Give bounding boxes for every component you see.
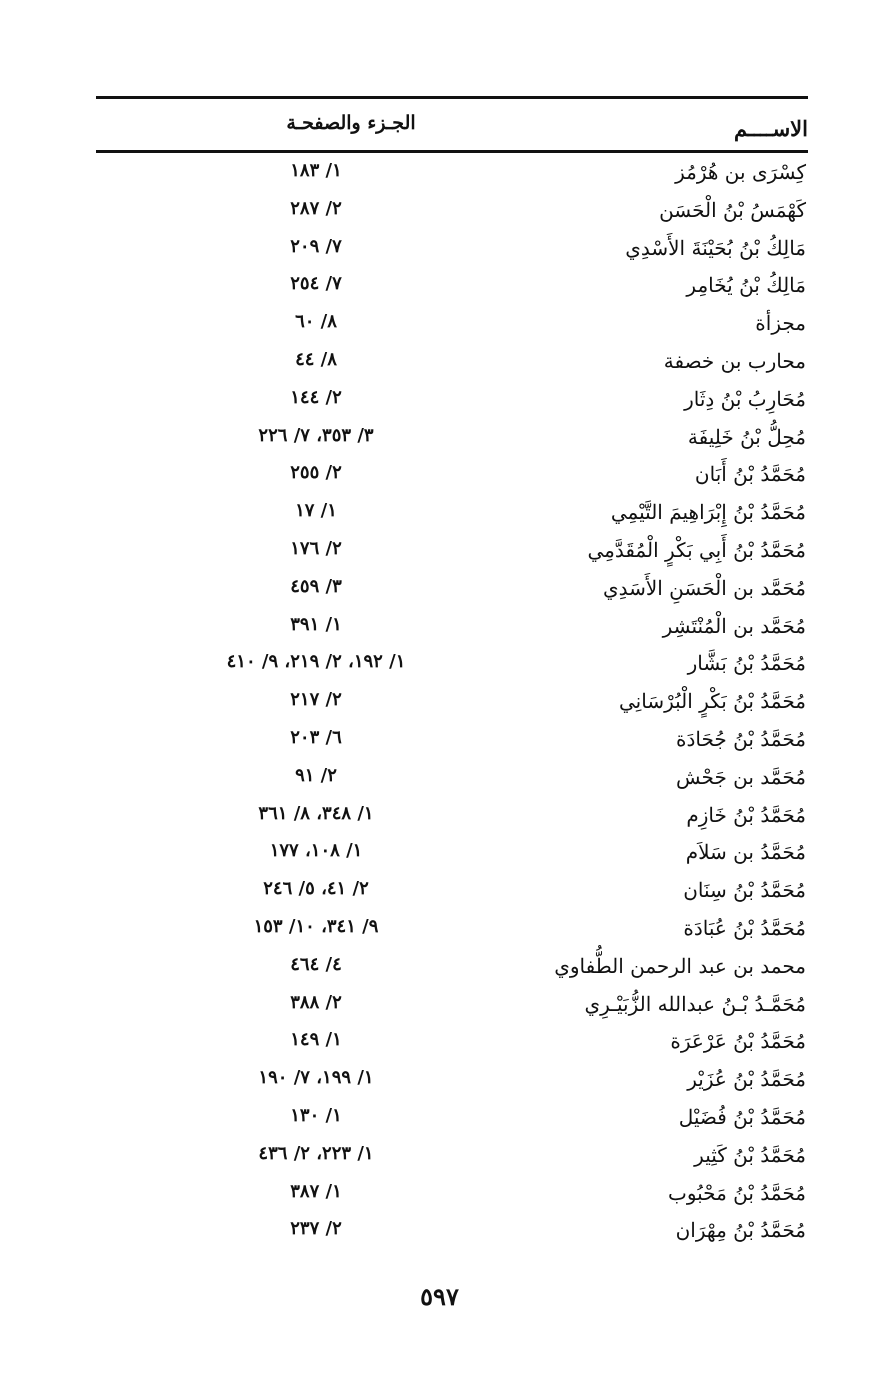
index-entry xyxy=(96,230,808,268)
index-entry xyxy=(96,1212,808,1250)
entry-reference: ١/ ١٩٢، ٢/ ٢١٩، ٩/ ٤١٠ xyxy=(226,651,406,673)
index-entry xyxy=(96,759,808,797)
entry-reference: ١/ ١٤٩ xyxy=(290,1029,342,1051)
index-list xyxy=(96,154,808,1250)
entry-name: مَالِكُ بْنُ بُحَيْنَةَ الأَسْدِي xyxy=(625,235,806,260)
entry-reference: ٨/ ٤٤ xyxy=(295,348,337,370)
entry-reference: ٢/ ١٤٤ xyxy=(290,386,342,408)
entry-reference: ١/ ١٧ xyxy=(295,500,337,522)
entry-name: مُحَمَّدُ بْنُ عُزَيْر xyxy=(687,1067,806,1092)
entry-name: مُحَمَّدُ بْنُ أَبِي بَكْرٍ الْمُقَدَّمِي xyxy=(587,537,806,562)
entry-reference: ١/ ١٩٩، ٧/ ١٩٠ xyxy=(258,1067,374,1089)
entry-reference: ١/ ١٠٨، ١٧٧ xyxy=(269,840,363,862)
entry-name: مُحَمَّدُ بْنُ بَشَّار xyxy=(687,651,806,676)
entry-reference: ٢/ ٢١٧ xyxy=(290,689,342,711)
index-entry xyxy=(96,192,808,230)
index-entry xyxy=(96,1099,808,1137)
entry-reference: ٢/ ٢٨٧ xyxy=(290,197,342,219)
entry-name: مُحَارِبُ بْنُ دِثَار xyxy=(684,386,806,411)
entry-name: كَهْمَسُ بْنُ الْحَسَن xyxy=(659,197,806,222)
entry-name: مُحَمَّدُ بْنُ كَثِير xyxy=(694,1142,806,1167)
index-entry xyxy=(96,570,808,608)
index-entry xyxy=(96,721,808,759)
entry-reference: ٢/ ٢٥٥ xyxy=(290,462,342,484)
index-entry xyxy=(96,986,808,1024)
index-entry xyxy=(96,797,808,835)
entry-name: مُحِلُّ بْنُ خَلِيفَة xyxy=(687,424,806,449)
entry-name: مُحَمَّـدُ بْـنُ عبدالله الزُّبَيْـرِي xyxy=(584,991,806,1016)
entry-reference: ٤/ ٤٦٤ xyxy=(290,953,342,975)
entry-reference: ٧/ ٢٥٤ xyxy=(290,273,342,295)
index-entry xyxy=(96,834,808,872)
entry-reference: ٣/ ٣٥٣، ٧/ ٢٢٦ xyxy=(258,424,374,446)
entry-name: مُحَمَّدُ بْنُ خَازِم xyxy=(686,802,806,827)
entry-reference: ٦/ ٢٠٣ xyxy=(290,726,342,748)
index-entry xyxy=(96,419,808,457)
header-bottom-rule xyxy=(96,150,808,153)
index-entry xyxy=(96,494,808,532)
entry-name: مُحَمَّد بن الْمُنْتَشِر xyxy=(662,613,806,638)
entry-name: مُحَمَّدُ بْنُ أَبَان xyxy=(694,462,806,487)
index-entry xyxy=(96,267,808,305)
index-entry xyxy=(96,532,808,570)
index-entry xyxy=(96,872,808,910)
reference-column-header: الجـزء والصفحـة xyxy=(286,112,416,134)
entry-name: مُحَمَّدُ بْنُ سِنَان xyxy=(683,878,806,903)
name-column-header: الاســــم xyxy=(734,116,808,141)
index-entry xyxy=(96,910,808,948)
entry-name: مُحَمَّدُ بْنُ مَحْبُوب xyxy=(667,1180,806,1205)
entry-reference: ٨/ ٦٠ xyxy=(295,311,337,333)
entry-name: مُحَمَّدُ بن سَلاَم xyxy=(685,840,806,865)
page-number: ٥٩٧ xyxy=(420,1282,459,1311)
entry-name: مُحَمَّدُ بْنُ جُحَادَة xyxy=(676,726,806,751)
index-entry xyxy=(96,305,808,343)
entry-reference: ١/ ٣٩١ xyxy=(290,613,342,635)
entry-reference: ٢/ ٩١ xyxy=(295,764,337,786)
entry-reference: ١/ ٣٤٨، ٨/ ٣٦١ xyxy=(258,802,374,824)
entry-name: مُحَمَّد بن الْحَسَنِ الأَسَدِي xyxy=(602,575,806,600)
entry-name: مُحَمَّدُ بْنُ فُضَيْل xyxy=(678,1104,806,1129)
entry-reference: ٢/ ٢٣٧ xyxy=(290,1218,342,1240)
index-entry xyxy=(96,1023,808,1061)
entry-name: مُحَمَّدُ بْنُ عُبَادَة xyxy=(683,915,806,940)
index-entry xyxy=(96,381,808,419)
entry-reference: ٧/ ٢٠٩ xyxy=(290,235,342,257)
entry-reference: ٢/ ١٧٦ xyxy=(290,537,342,559)
index-entry xyxy=(96,1137,808,1175)
index-entry xyxy=(96,948,808,986)
entry-name: كِسْرَى بن هُرْمُز xyxy=(675,160,806,184)
table-header xyxy=(96,108,808,146)
entry-name: مَالِكُ بْنُ يُخَامِر xyxy=(686,273,806,298)
index-entry xyxy=(96,683,808,721)
entry-reference: ٩/ ٣٤١، ١٠/ ١٥٣ xyxy=(253,915,379,937)
entry-name: مُحَمَّد بن جَحْش xyxy=(676,764,806,789)
index-entry xyxy=(96,456,808,494)
header-top-rule xyxy=(96,96,808,99)
index-entry xyxy=(96,343,808,381)
entry-reference: ١/ ١٣٠ xyxy=(290,1104,342,1126)
entry-reference: ٢/ ٤١، ٥/ ٢٤٦ xyxy=(263,878,369,900)
entry-name: مُحَمَّدُ بْنُ إِبْرَاهِيمَ التَّيْمِي xyxy=(610,500,806,525)
entry-reference: ٣/ ٤٥٩ xyxy=(290,575,342,597)
index-entry xyxy=(96,608,808,646)
entry-name: مُحَمَّدُ بْنُ مِهْرَان xyxy=(675,1218,806,1243)
entry-name: محارب بن خصفة xyxy=(663,348,806,373)
entry-reference: ٢/ ٣٨٨ xyxy=(290,991,342,1013)
entry-reference: ١/ ١٨٣ xyxy=(290,160,342,181)
entry-reference: ١/ ٢٢٣، ٢/ ٤٣٦ xyxy=(258,1142,374,1164)
index-entry xyxy=(96,154,808,192)
index-entry xyxy=(96,645,808,683)
entry-reference: ١/ ٣٨٧ xyxy=(290,1180,342,1202)
entry-name: مجزأة xyxy=(755,311,806,336)
index-entry xyxy=(96,1175,808,1213)
entry-name: مُحَمَّدُ بْنُ عَرْعَرَة xyxy=(670,1029,806,1054)
entry-name: محمد بن عبد الرحمن الطُّفاوي xyxy=(554,953,806,978)
entry-name: مُحَمَّدُ بْنُ بَكْرٍ الْبُرْسَانِي xyxy=(618,689,806,714)
index-entry xyxy=(96,1061,808,1099)
